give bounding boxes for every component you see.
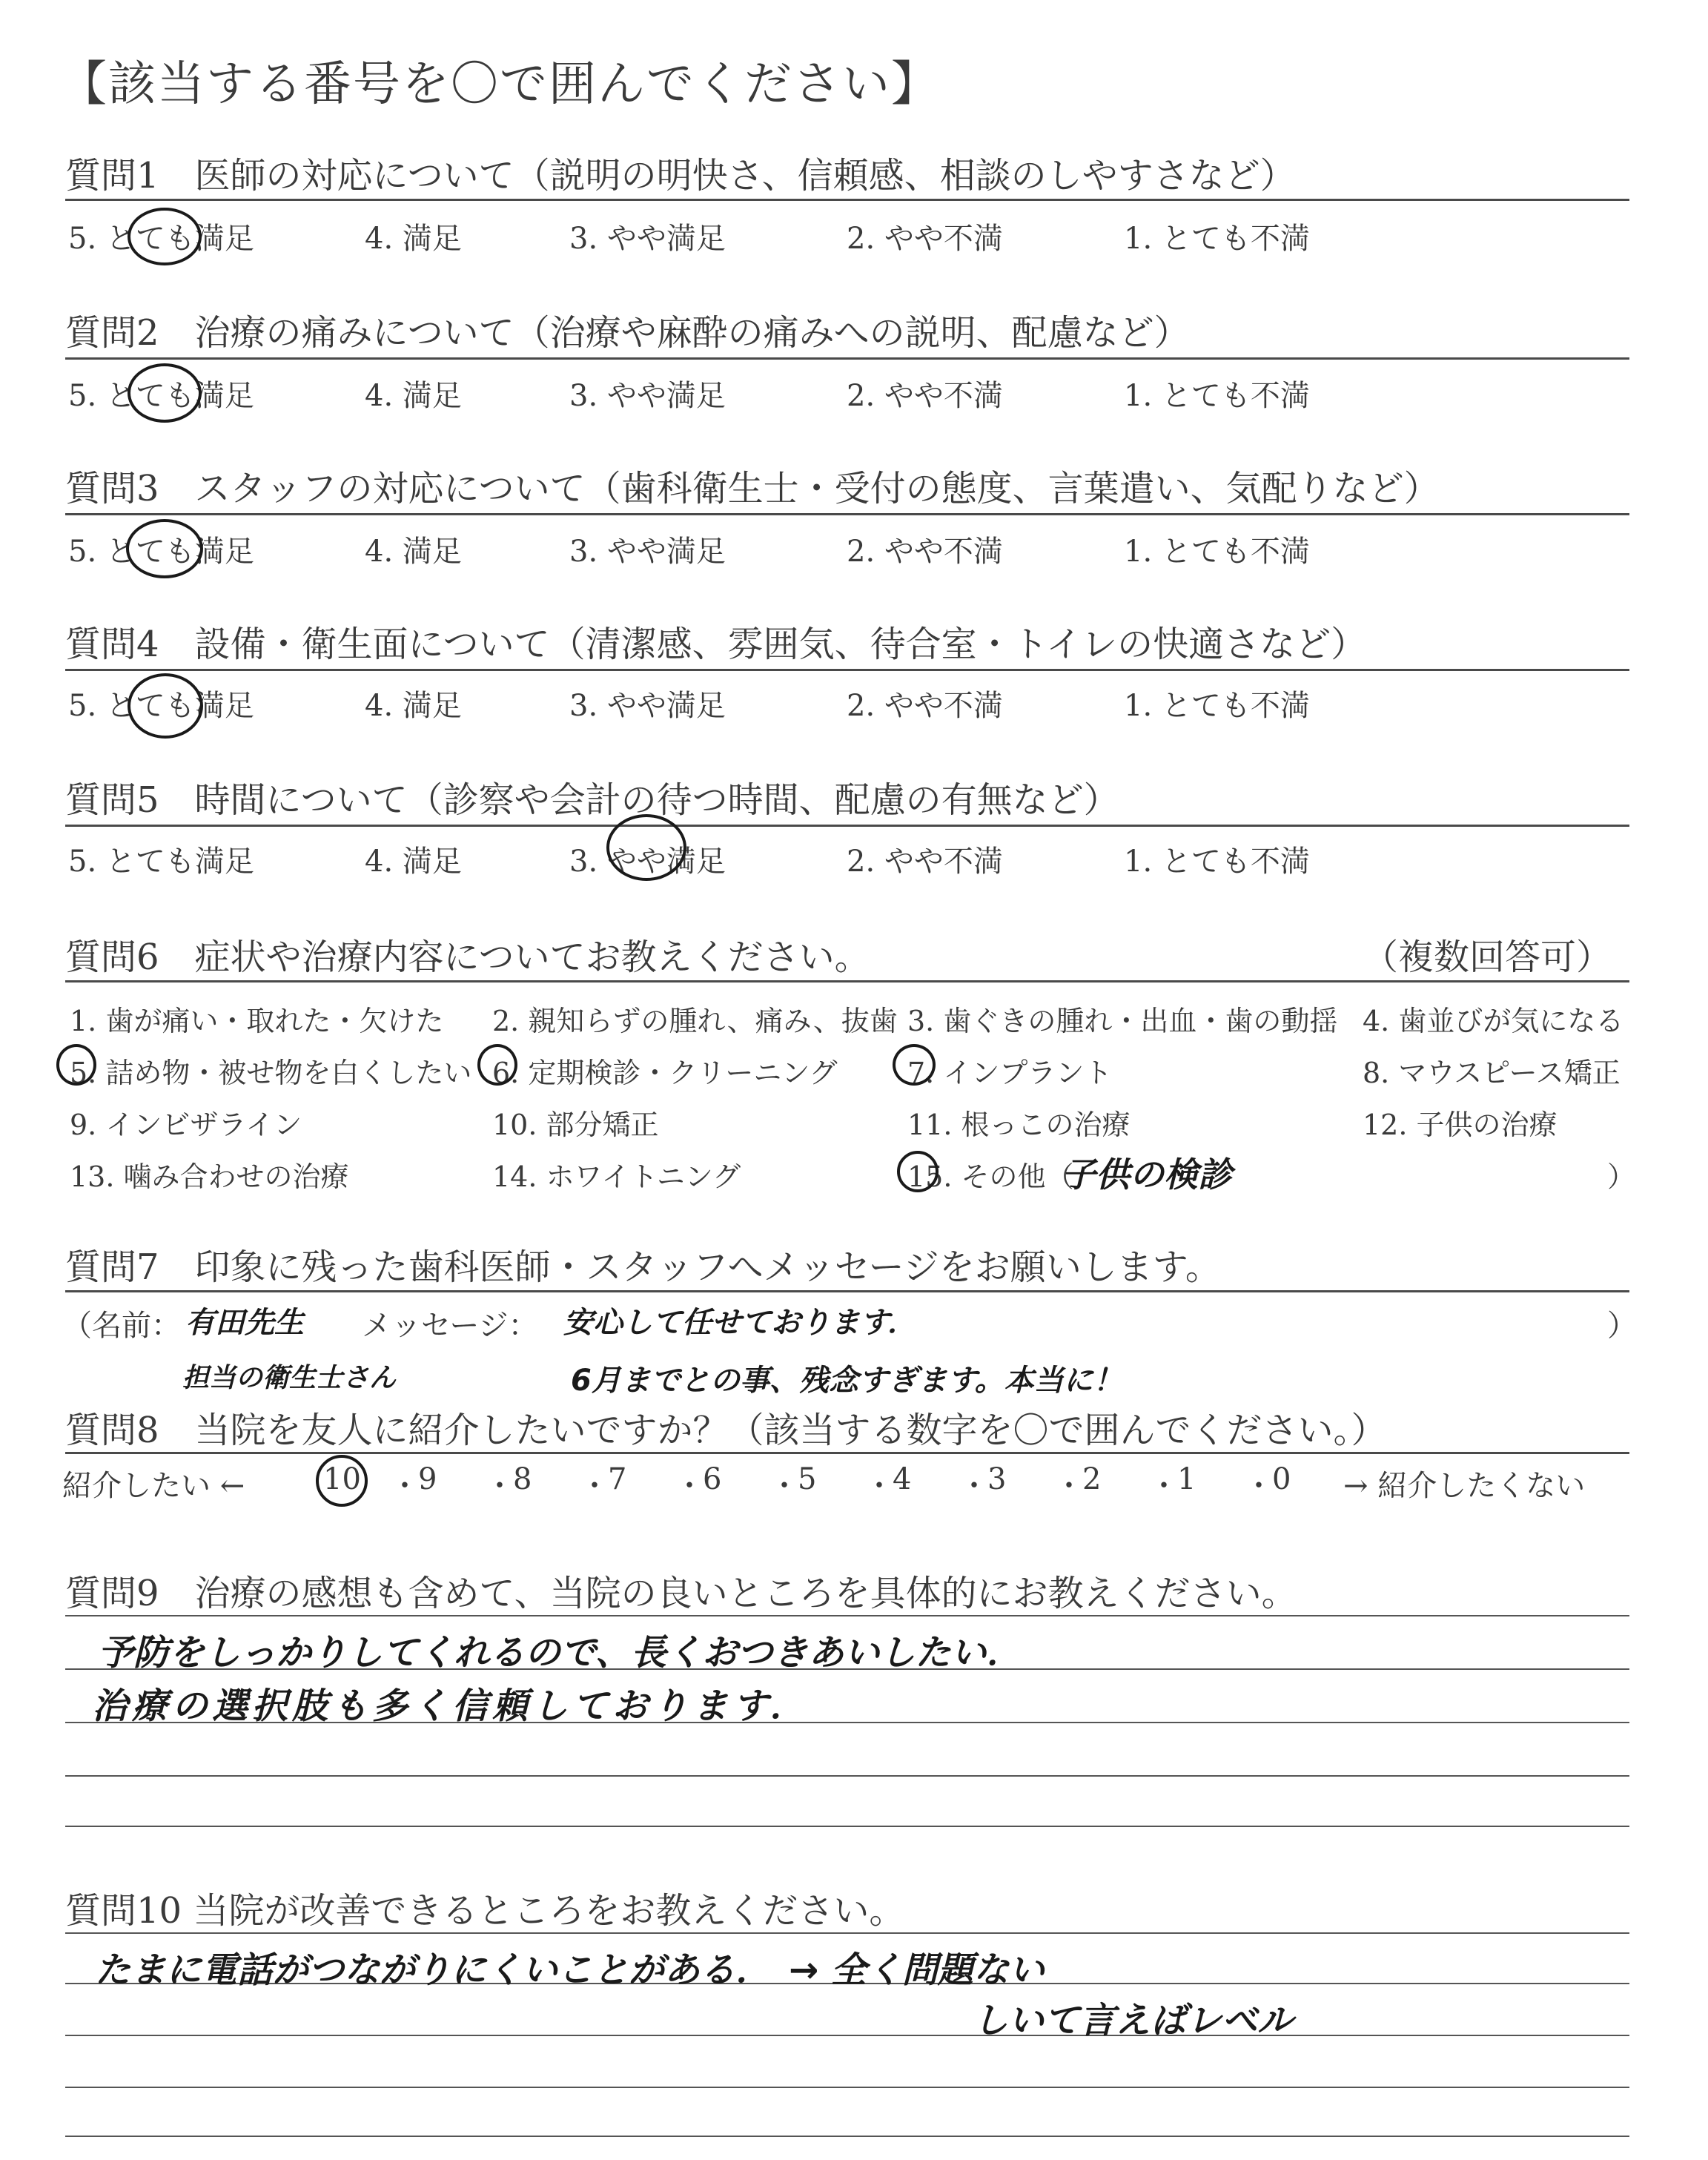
q4-option-5[interactable]: 5. とても満足 xyxy=(68,689,254,723)
q6-item-9[interactable]: 9. インビザライン xyxy=(70,1109,302,1141)
q8-selection-circle xyxy=(316,1455,368,1507)
q8-scale-separator: ・ xyxy=(390,1469,420,1503)
q8-scale-separator: ・ xyxy=(1244,1469,1274,1503)
q8-left-label: 紹介したい ← xyxy=(62,1469,245,1503)
q7-message-2: 6月までとの事、残念すぎます。本当に！ xyxy=(571,1364,1123,1398)
q5-option-4[interactable]: 4. 満足 xyxy=(365,845,462,879)
q6-item-1[interactable]: 1. 歯が痛い・取れた・欠けた xyxy=(70,1005,444,1037)
q8-scale-1[interactable]: 1 xyxy=(1177,1462,1196,1496)
question-5-rule xyxy=(65,825,1629,827)
question-6-rule xyxy=(65,980,1629,982)
q7-close: ） xyxy=(1607,1309,1637,1343)
q2-option-3[interactable]: 3. やや満足 xyxy=(569,379,726,413)
q8-scale-separator: ・ xyxy=(580,1469,609,1503)
q4-selection-circle xyxy=(128,673,203,739)
q9-line-4 xyxy=(65,1775,1629,1777)
q8-scale-separator: ・ xyxy=(485,1469,514,1503)
q5-option-5[interactable]: 5. とても満足 xyxy=(68,845,254,879)
q8-scale-10[interactable]: 10 xyxy=(323,1462,361,1496)
q10-line-5 xyxy=(65,2136,1629,2137)
q6-item-7[interactable]: 7. インプラント xyxy=(907,1057,1113,1089)
q1-option-4[interactable]: 4. 満足 xyxy=(365,222,462,256)
q6-item-15[interactable]: 15. その他（ xyxy=(907,1160,1074,1193)
q8-scale-8[interactable]: 8 xyxy=(513,1462,532,1496)
q9-answer-1: 予防をしっかりしてくれるので、長くおつきあいしたい． xyxy=(98,1632,1022,1674)
question-7-title: 質問7 印象に残った歯科医師・スタッフへメッセージをお願いします。 xyxy=(65,1246,1221,1288)
question-8-rule xyxy=(65,1452,1629,1454)
q4-option-4[interactable]: 4. 満足 xyxy=(365,689,462,723)
q2-option-5[interactable]: 5. とても満足 xyxy=(68,379,254,413)
q6-item-3[interactable]: 3. 歯ぐきの腫れ・出血・歯の動揺 xyxy=(907,1005,1338,1037)
q8-scale-0[interactable]: 0 xyxy=(1272,1462,1291,1496)
q10-answer-1: たまに電話がつながりにくいことがある． → 全く問題ない xyxy=(95,1949,1045,1991)
q8-scale-4[interactable]: 4 xyxy=(893,1462,912,1496)
q9-line-5 xyxy=(65,1826,1629,1827)
q1-option-3[interactable]: 3. やや満足 xyxy=(569,222,726,256)
q2-option-1[interactable]: 1. とても不満 xyxy=(1124,379,1310,413)
q6-item-5-mark xyxy=(56,1044,96,1086)
q10-answer-2: しいて言えばレベル xyxy=(973,2000,1294,2041)
q8-scale-separator: ・ xyxy=(864,1469,894,1503)
q6-item-7-mark xyxy=(893,1044,936,1086)
q6-item-8[interactable]: 8. マウスピース矯正 xyxy=(1363,1057,1621,1089)
q3-option-3[interactable]: 3. やや満足 xyxy=(569,535,726,569)
question-2-title: 質問2 治療の痛みについて（治療や麻酔の痛みへの説明、配慮など） xyxy=(65,312,1190,354)
form-title: 【該当する番号を〇で囲んでください】 xyxy=(59,57,940,112)
q8-scale-3[interactable]: 3 xyxy=(987,1462,1007,1496)
q8-scale-9[interactable]: 9 xyxy=(418,1462,437,1496)
q6-item-10[interactable]: 10. 部分矯正 xyxy=(492,1109,659,1141)
q7-message-1: 安心して任せております． xyxy=(563,1306,917,1340)
q3-option-5[interactable]: 5. とても満足 xyxy=(68,535,254,569)
q7-name-label: （名前： xyxy=(62,1309,181,1343)
q8-scale-separator: ・ xyxy=(769,1469,799,1503)
q1-option-5[interactable]: 5. とても満足 xyxy=(68,222,254,256)
q2-option-2[interactable]: 2. やや不満 xyxy=(847,379,1003,413)
q8-scale-6[interactable]: 6 xyxy=(703,1462,722,1496)
q2-selection-circle xyxy=(128,363,202,423)
q8-scale-separator: ・ xyxy=(1149,1469,1179,1503)
q10-line-3 xyxy=(65,2035,1629,2036)
question-1-title: 質問1 医師の対応について（説明の明快さ、信頼感、相談のしやすさなど） xyxy=(65,155,1296,196)
q6-item-4[interactable]: 4. 歯並びが気になる xyxy=(1363,1005,1624,1037)
q3-selection-circle xyxy=(126,519,203,578)
q4-option-1[interactable]: 1. とても不満 xyxy=(1124,689,1310,723)
question-8-title: 質問8 当院を友人に紹介したいですか？（該当する数字を〇で囲んでください。） xyxy=(65,1410,1387,1451)
q5-option-3[interactable]: 3. やや満足 xyxy=(569,845,726,879)
q5-option-2[interactable]: 2. やや不満 xyxy=(847,845,1003,879)
q7-name-2: 担当の衛生士さん xyxy=(182,1363,397,1393)
question-3-rule xyxy=(65,513,1629,515)
q6-item-6-mark xyxy=(477,1044,517,1086)
q1-option-1[interactable]: 1. とても不満 xyxy=(1124,222,1310,256)
q6-item-13[interactable]: 13. 噛み合わせの治療 xyxy=(70,1160,349,1193)
q6-item-12[interactable]: 12. 子供の治療 xyxy=(1363,1109,1558,1141)
q10-line-4 xyxy=(65,2087,1629,2088)
q4-option-3[interactable]: 3. やや満足 xyxy=(569,689,726,723)
q6-item-11[interactable]: 11. 根っこの治療 xyxy=(907,1109,1131,1141)
q7-name-1: 有田先生 xyxy=(185,1306,304,1340)
q8-right-label: → 紹介したくない xyxy=(1343,1469,1586,1503)
q1-selection-circle xyxy=(128,208,202,265)
q6-item-6[interactable]: 6. 定期検診・クリーニング xyxy=(492,1057,838,1089)
q3-option-2[interactable]: 2. やや不満 xyxy=(847,535,1003,569)
q5-selection-circle xyxy=(606,814,686,881)
q1-option-2[interactable]: 2. やや不満 xyxy=(847,222,1003,256)
question-9-title: 質問9 治療の感想も含めて、当院の良いところを具体的にお教えください。 xyxy=(65,1573,1297,1614)
q6-item-5[interactable]: 5. 詰め物・被せ物を白くしたい xyxy=(70,1057,472,1089)
q6-other-close: ） xyxy=(1607,1160,1636,1193)
question-5-title: 質問5 時間について（診察や会計の待つ時間、配慮の有無など） xyxy=(65,779,1119,821)
q9-answer-2: 治療の選択肢も多く信頼しております． xyxy=(92,1685,810,1727)
q6-item-14[interactable]: 14. ホワイトニング xyxy=(492,1160,741,1193)
q7-message-label: メッセージ： xyxy=(362,1309,538,1343)
q4-option-2[interactable]: 2. やや不満 xyxy=(847,689,1003,723)
question-3-title: 質問3 スタッフの対応について（歯科衛生士・受付の態度、言葉遣い、気配りなど） xyxy=(65,468,1440,509)
q8-scale-separator: ・ xyxy=(959,1469,989,1503)
question-6-note: （複数回答可） xyxy=(1363,937,1612,978)
question-7-rule xyxy=(65,1290,1629,1292)
q6-other-answer: 子供の検診 xyxy=(1062,1155,1232,1195)
q6-item-15-mark xyxy=(897,1151,939,1192)
question-2-rule xyxy=(65,357,1629,360)
question-6-title: 質問6 症状や治療内容についてお教えください。 xyxy=(65,937,870,978)
q8-scale-separator: ・ xyxy=(675,1469,704,1503)
question-1-rule xyxy=(65,199,1629,201)
q9-line-1 xyxy=(65,1615,1629,1616)
q8-scale-separator: ・ xyxy=(1054,1469,1084,1503)
question-10-title: 質問10 当院が改善できるところをお教えください。 xyxy=(65,1890,905,1932)
q8-scale-7[interactable]: 7 xyxy=(608,1462,627,1496)
q3-option-1[interactable]: 1. とても不満 xyxy=(1124,535,1310,569)
question-4-rule xyxy=(65,669,1629,671)
q3-option-4[interactable]: 4. 満足 xyxy=(365,535,462,569)
q8-scale-5[interactable]: 5 xyxy=(798,1462,817,1496)
q5-option-1[interactable]: 1. とても不満 xyxy=(1124,845,1310,879)
q8-scale-2[interactable]: 2 xyxy=(1082,1462,1102,1496)
q6-item-2[interactable]: 2. 親知らずの腫れ、痛み、抜歯 xyxy=(492,1005,898,1037)
question-4-title: 質問4 設備・衛生面について（清潔感、雰囲気、待合室・トイレの快適さなど） xyxy=(65,624,1367,665)
q2-option-4[interactable]: 4. 満足 xyxy=(365,379,462,413)
q10-line-1 xyxy=(65,1932,1629,1934)
